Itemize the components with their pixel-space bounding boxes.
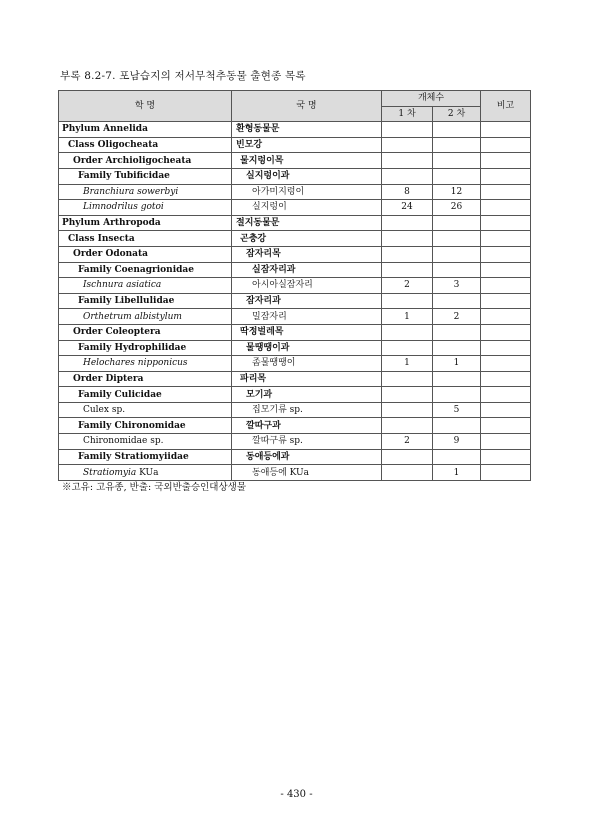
header-scientific-name: 학 명 [59,91,232,122]
scientific-name: Family Libellulidae [59,293,232,309]
scientific-name: Family Chironomidae [59,418,232,434]
korean-name: 집모기류 sp. [232,402,382,418]
note-cell [481,387,531,403]
count-round-2 [433,324,481,340]
note-cell [481,309,531,325]
table-row [59,246,531,262]
scientific-name: Family Hydrophilidae [59,340,232,356]
note-cell [481,122,531,138]
count-round-1 [382,137,433,153]
note-cell [481,418,531,434]
count-round-2 [433,231,481,247]
scientific-name: Family Culicidae [59,387,232,403]
scientific-name-suffix: KUa [136,467,159,478]
note-cell [481,184,531,200]
table-row [59,340,531,356]
count-round-2 [433,371,481,387]
scientific-name: Order Coleoptera [59,324,232,340]
count-round-1 [382,324,433,340]
count-round-2 [433,122,481,138]
count-round-1: 1 [382,356,433,372]
korean-name: 곤충강 [232,231,382,247]
table-row [59,231,531,247]
count-round-2 [433,168,481,184]
korean-name: 동애등에 KUa [232,465,382,481]
scientific-name: Order Odonata [59,246,232,262]
count-round-2: 12 [433,184,481,200]
korean-name: 잠자리과 [232,293,382,309]
korean-name: 아시아실잠자리 [232,278,382,294]
note-cell [481,231,531,247]
count-round-2: 5 [433,402,481,418]
scientific-name: Order Archioligocheata [59,153,232,169]
header-korean-name: 국 명 [232,91,382,122]
header-round-2: 2 차 [433,106,481,122]
table-row [59,324,531,340]
scientific-name: Helochares nipponicus [59,356,232,372]
count-round-1: 24 [382,200,433,216]
note-cell [481,293,531,309]
note-cell [481,246,531,262]
scientific-name: Family Coenagrionidae [59,262,232,278]
count-round-1 [382,262,433,278]
note-cell [481,402,531,418]
scientific-name: Class Insecta [59,231,232,247]
species-table [58,90,531,481]
table-row [59,278,531,294]
scientific-name: Orthetrum albistylum [59,309,232,325]
table-row [59,293,531,309]
note-cell [481,153,531,169]
note-cell [481,262,531,278]
table-row [59,387,531,403]
note-cell [481,465,531,481]
count-round-1: 2 [382,278,433,294]
scientific-name: Class Oligocheata [59,137,232,153]
table-row [59,465,531,481]
note-cell [481,371,531,387]
scientific-name: Branchiura sowerbyi [59,184,232,200]
table-row [59,434,531,450]
note-cell [481,356,531,372]
scientific-name-genus: Stratiomyia [83,467,137,478]
table-row [59,309,531,325]
korean-name: 실지렁이 [232,200,382,216]
note-cell [481,137,531,153]
table-row [59,153,531,169]
korean-name: 깔따구과 [232,418,382,434]
korean-name: 모기과 [232,387,382,403]
count-round-1 [382,168,433,184]
korean-name: 절지동물문 [232,215,382,231]
korean-name: 빈모강 [232,137,382,153]
scientific-name: Culex sp. [59,402,232,418]
count-round-2: 1 [433,465,481,481]
count-round-1: 1 [382,309,433,325]
count-round-2 [433,293,481,309]
korean-name: 환형동물문 [232,122,382,138]
note-cell [481,340,531,356]
table-row [59,137,531,153]
count-round-1 [382,449,433,465]
table-row [59,168,531,184]
korean-name: 밀잠자리 [232,309,382,325]
scientific-name: Phylum Annelida [59,122,232,138]
page-number: - 430 - [280,789,313,800]
count-round-1: 2 [382,434,433,450]
count-round-2: 1 [433,356,481,372]
count-round-1 [382,465,433,481]
table-row [59,262,531,278]
header-round-1: 1 차 [382,106,433,122]
table-row [59,449,531,465]
count-round-1: 8 [382,184,433,200]
count-round-2: 2 [433,309,481,325]
count-round-2 [433,215,481,231]
count-round-1 [382,293,433,309]
note-cell [481,449,531,465]
korean-name: 동애등에과 [232,449,382,465]
count-round-2 [433,137,481,153]
table-row [59,184,531,200]
count-round-2 [433,262,481,278]
count-round-1 [382,371,433,387]
scientific-name: Chironomidae sp. [59,434,232,450]
korean-name: 물지렁이목 [232,153,382,169]
table-row [59,418,531,434]
scientific-name: Family Stratiomyiidae [59,449,232,465]
table-caption: 부록 8.2-7. 포남습지의 저서무척추동물 출현종 목록 [60,70,306,82]
count-round-1 [382,418,433,434]
korean-name: 실지렁이과 [232,168,382,184]
header-note: 비고 [481,91,531,122]
count-round-1 [382,122,433,138]
count-round-1 [382,215,433,231]
korean-name: 좀물땡땡이 [232,356,382,372]
korean-name: 잠자리목 [232,246,382,262]
table-footnote: ※고유: 고유종, 반출: 국외반출승인대상생물 [62,482,246,493]
count-round-2 [433,153,481,169]
count-round-2: 3 [433,278,481,294]
scientific-name: Order Diptera [59,371,232,387]
table-row [59,356,531,372]
scientific-name: Limnodrilus gotoi [59,200,232,216]
count-round-2: 9 [433,434,481,450]
note-cell [481,324,531,340]
note-cell [481,215,531,231]
table-row [59,371,531,387]
korean-name: 파리목 [232,371,382,387]
note-cell [481,278,531,294]
table-row [59,215,531,231]
count-round-1 [382,153,433,169]
korean-name: 깔따구류 sp. [232,434,382,450]
count-round-2 [433,340,481,356]
korean-name: 실잠자리과 [232,262,382,278]
count-round-1 [382,340,433,356]
table-row [59,200,531,216]
count-round-2 [433,418,481,434]
count-round-1 [382,387,433,403]
count-round-2: 26 [433,200,481,216]
count-round-2 [433,246,481,262]
header-individual-count: 개체수 [382,91,481,107]
count-round-1 [382,246,433,262]
table-row [59,122,531,138]
scientific-name: Phylum Arthropoda [59,215,232,231]
count-round-1 [382,402,433,418]
note-cell [481,168,531,184]
table-row [59,402,531,418]
scientific-name: Family Tubificidae [59,168,232,184]
korean-name: 딱정벌레목 [232,324,382,340]
korean-name: 아가미지렁이 [232,184,382,200]
count-round-2 [433,387,481,403]
count-round-1 [382,231,433,247]
scientific-name [59,465,232,481]
korean-name: 물땡땡이과 [232,340,382,356]
count-round-2 [433,449,481,465]
note-cell [481,434,531,450]
note-cell [481,200,531,216]
scientific-name: Ischnura asiatica [59,278,232,294]
